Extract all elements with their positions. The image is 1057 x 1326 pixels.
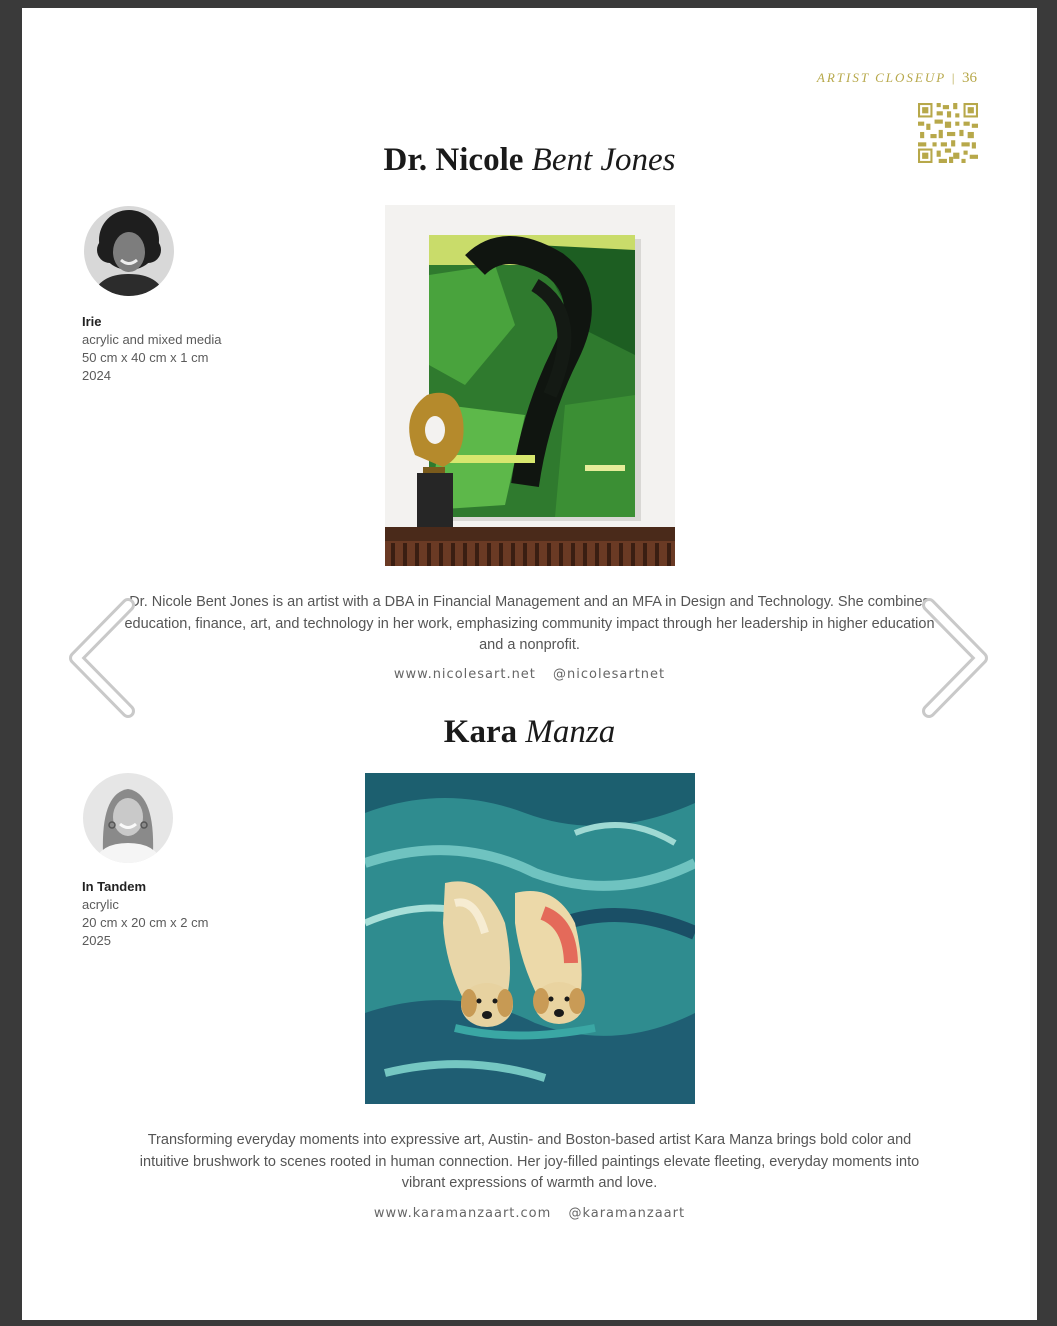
artwork-info-1 bbox=[82, 313, 221, 385]
artwork-title: Irie bbox=[82, 314, 102, 329]
artwork-image-1 bbox=[385, 205, 675, 566]
artwork-dimensions: 50 cm x 40 cm x 1 cm bbox=[82, 350, 209, 365]
artist-last-name: Bent Jones bbox=[531, 142, 676, 178]
artwork-medium: acrylic and mixed media bbox=[82, 332, 222, 347]
page-number: 36 bbox=[962, 70, 977, 86]
artwork-dimensions: 20 cm x 20 cm x 2 cm bbox=[82, 915, 209, 930]
artist-first-name: Dr. Nicole bbox=[383, 142, 524, 178]
artwork-info-2 bbox=[82, 878, 208, 950]
section-header bbox=[817, 70, 977, 87]
artist-website-link[interactable]: www.nicolesart.net bbox=[393, 667, 536, 682]
artist-first-name: Kara bbox=[443, 714, 518, 750]
artist-last-name: Manza bbox=[525, 714, 616, 750]
artist-bio-2: Transforming everyday moments into expressive art, Austin- and Boston-based artist Kara Manza brings bold color and intuitive brushwork to scenes rooted in human connection. Her joy-filled paintings elevate fleeting, everyday moments into vibrant expressions of warmth and love. bbox=[139, 1132, 920, 1191]
artist-bio-1: Dr. Nicole Bent Jones is an artist with a DBA in Financial Management and an MFA in Design and Technology. She combines education, finance, art, and technology in her work, emphasizing community impact through her leadership in higher education and a nonprofit. bbox=[124, 594, 935, 653]
artist-social-handle[interactable]: @karamanzaart bbox=[568, 1206, 686, 1221]
chevron-right-icon bbox=[915, 595, 995, 721]
artwork-year: 2024 bbox=[82, 368, 111, 383]
artist-website-link[interactable]: www.karamanzaart.com bbox=[373, 1206, 552, 1221]
chevron-left-icon bbox=[62, 595, 142, 721]
artist-portrait-2 bbox=[83, 773, 173, 863]
section-label: ARTIST CLOSEUP | bbox=[816, 70, 957, 85]
magazine-page bbox=[22, 8, 1037, 1320]
artist-name-1 bbox=[22, 142, 1037, 179]
artwork-year: 2025 bbox=[82, 933, 111, 948]
artist-name-2 bbox=[22, 714, 1037, 751]
artist-links-2 bbox=[22, 1206, 1037, 1221]
artwork-medium: acrylic bbox=[82, 897, 119, 912]
artwork-image-2 bbox=[365, 773, 695, 1104]
prev-page-button[interactable] bbox=[62, 595, 142, 721]
next-page-button[interactable] bbox=[915, 595, 995, 721]
artist-links-1 bbox=[22, 667, 1037, 682]
artwork-title: In Tandem bbox=[82, 879, 147, 894]
artist-portrait-1 bbox=[84, 206, 174, 296]
artist-social-handle[interactable]: @nicolesartnet bbox=[553, 667, 666, 682]
